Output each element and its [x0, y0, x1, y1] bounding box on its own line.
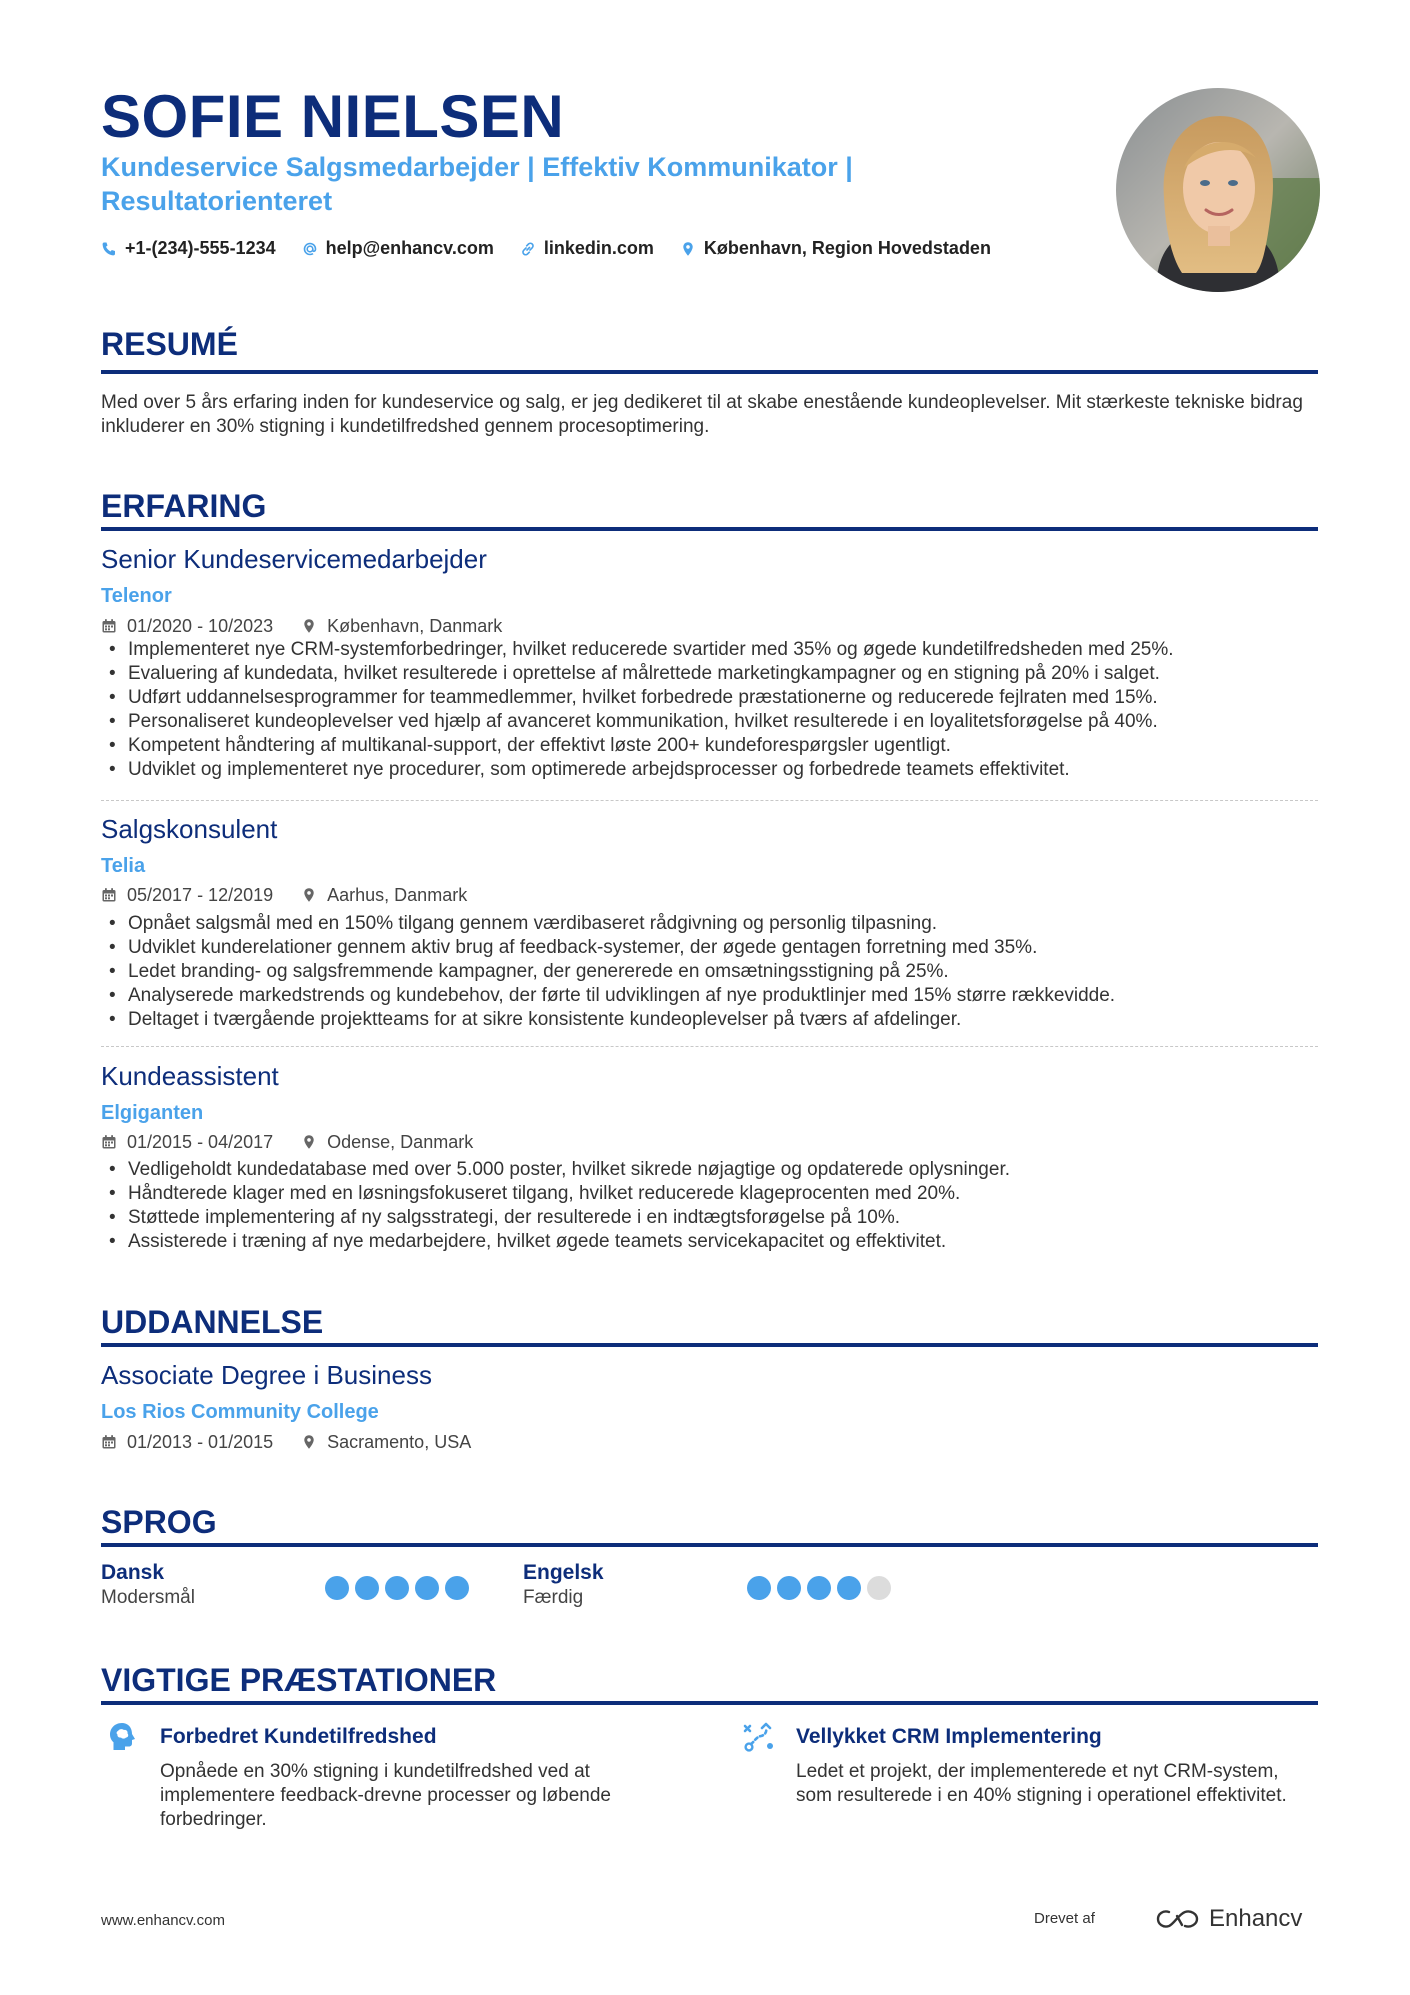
achievement-text: Opnåede en 30% stigning i kundetilfredshed ved at implementere feedback-drevne processer og løbende forbedringer. — [160, 1761, 611, 1830]
job-divider — [101, 800, 1318, 801]
job-bullets — [101, 1158, 1318, 1254]
list-item: • Støttede implementering af ny salgsstrategi, der resulterede i en indtægtsforøgelse på 10%. — [101, 1206, 1318, 1230]
contact-phone[interactable] — [101, 238, 276, 259]
education-meta — [101, 1430, 499, 1454]
list-item: • Udviklet og implementeret nye procedurer, som optimerede arbejdsprocesser og forbedrede teamets effektivitet. — [101, 758, 1318, 782]
enhancv-logo-text: Enhancv — [1209, 1905, 1303, 1932]
enhancv-logo-icon — [1155, 1907, 1201, 1931]
job-location: Aarhus, Danmark — [327, 885, 468, 905]
list-item: • Deltaget i tværgående projektteams for at sikre konsistente kundeoplevelser på tværs af afdelinger. — [101, 1008, 1318, 1032]
profile-photo — [1116, 88, 1320, 292]
footer-website-link[interactable]: www.enhancv.com — [101, 1912, 225, 1929]
achievements-heading: VIGTIGE PRÆSTATIONER — [101, 1662, 497, 1698]
education-dates: 01/2013 - 01/2015 — [127, 1432, 274, 1452]
job-location: København, Danmark — [327, 616, 503, 636]
job-bullets — [101, 638, 1318, 782]
rating-dot — [777, 1576, 801, 1600]
language-level: Færdig — [523, 1587, 584, 1608]
list-item: • Evaluering af kundedata, hvilket resulterede i oprettelse af målrettede marketingkampagner og en stigning på 20% i salget. — [101, 662, 1318, 686]
job-dates: 01/2015 - 04/2017 — [127, 1132, 274, 1152]
resume-page — [101, 0, 1318, 1995]
rating-dot — [385, 1576, 409, 1600]
contact-linkedin[interactable] — [520, 238, 654, 259]
job-company: Telia — [101, 855, 146, 877]
location-pin-icon — [680, 241, 696, 257]
language-name: Engelsk — [523, 1561, 604, 1584]
calendar-icon — [101, 1434, 117, 1450]
location-pin-icon — [301, 618, 317, 634]
rating-dot — [445, 1576, 469, 1600]
list-item: • Opnået salgsmål med en 150% tilgang gennem værdibaseret rådgivning og personlig tilpasning. — [101, 912, 1318, 936]
job-meta — [101, 614, 530, 638]
list-item: • Håndterede klager med en løsningsfokuseret tilgang, hvilket reducerede klageprocenten med 20%. — [101, 1182, 1318, 1206]
job-title: Senior Kundeservicemedarbejder — [101, 544, 487, 574]
phone-text: +1-(234)-555-1234 — [125, 238, 276, 258]
link-icon — [520, 241, 536, 257]
calendar-icon — [101, 887, 117, 903]
location-text: København, Region Hovedstaden — [703, 238, 991, 258]
location-pin-icon — [301, 1434, 317, 1450]
linkedin-text: linkedin.com — [543, 238, 654, 258]
contact-location — [680, 238, 991, 259]
language-rating — [747, 1576, 891, 1600]
location-pin-icon — [301, 887, 317, 903]
phone-icon — [101, 241, 117, 257]
rating-dot — [807, 1576, 831, 1600]
school-name: Los Rios Community College — [101, 1401, 379, 1423]
job-company: Telenor — [101, 585, 172, 607]
list-item: • Udviklet kunderelationer gennem aktiv brug af feedback-systemer, der øgede gentagen forretning med 35%. — [101, 936, 1318, 960]
enhancv-logo[interactable] — [1155, 1905, 1302, 1933]
job-dates: 01/2020 - 10/2023 — [127, 616, 274, 636]
candidate-name: SOFIE NIELSEN — [101, 83, 565, 150]
job-title: Kundeassistent — [101, 1061, 279, 1091]
experience-rule — [101, 527, 1318, 531]
summary-text: Med over 5 års erfaring inden for kundeservice og salg, er jeg dedikeret til at skabe enestående kundeoplevelser. Mit stærkeste tekniske bidrag inkluderer en 30% stigning i kundetilfredshed gennem procesoptimering. — [101, 392, 1303, 437]
job-location: Odense, Danmark — [327, 1132, 474, 1152]
list-item: • Personaliseret kundeoplevelser ved hjælp af avanceret kommunikation, hvilket resulterede i en loyalitetsforøgelse på 40%. — [101, 710, 1318, 734]
rating-dot — [867, 1576, 891, 1600]
languages-heading: SPROG — [101, 1504, 217, 1540]
achievement-title: Forbedret Kundetilfredshed — [160, 1725, 437, 1748]
list-item: • Vedligeholdt kundedatabase med over 5.000 poster, hvilket sikrede nøjagtige og opdaterede oplysninger. — [101, 1158, 1318, 1182]
language-rating — [325, 1576, 469, 1600]
language-name: Dansk — [101, 1561, 165, 1584]
job-meta — [101, 883, 495, 907]
head-icon — [106, 1720, 140, 1754]
footer-powered-by: Drevet af — [1034, 1910, 1095, 1927]
path-icon — [742, 1720, 776, 1754]
contact-bar — [101, 238, 991, 259]
degree-title: Associate Degree i Business — [101, 1360, 432, 1390]
job-bullets — [101, 912, 1318, 1032]
calendar-icon — [101, 618, 117, 634]
list-item: • Udført uddannelsesprogrammer for teammedlemmer, hvilket forbedrede præstationerne og reducerede fejlraten med 15%. — [101, 686, 1318, 710]
education-location: Sacramento, USA — [327, 1432, 472, 1452]
job-divider — [101, 1046, 1318, 1047]
job-company: Elgiganten — [101, 1102, 204, 1124]
experience-heading: ERFARING — [101, 488, 267, 524]
rating-dot — [747, 1576, 771, 1600]
rating-dot — [415, 1576, 439, 1600]
education-rule — [101, 1343, 1318, 1347]
calendar-icon — [101, 1134, 117, 1150]
at-icon — [302, 241, 318, 257]
email-text: help@enhancv.com — [325, 238, 494, 258]
list-item: • Assisterede i træning af nye medarbejdere, hvilket øgede teamets servicekapacitet og effektivitet. — [101, 1230, 1318, 1254]
job-meta — [101, 1130, 501, 1154]
summary-rule — [101, 370, 1318, 374]
job-title: Salgskonsulent — [101, 814, 278, 844]
location-pin-icon — [301, 1134, 317, 1150]
education-heading: UDDANNELSE — [101, 1304, 324, 1340]
list-item: • Analyserede markedstrends og kundebehov, der førte til udviklingen af nye produktlinjer med 15% større rækkevidde. — [101, 984, 1318, 1008]
achievement-title: Vellykket CRM Implementering — [796, 1725, 1102, 1748]
list-item: • Ledet branding- og salgsfremmende kampagner, der genererede en omsætningsstigning på 25%. — [101, 960, 1318, 984]
achievements-rule — [101, 1701, 1318, 1705]
candidate-headline: Kundeservice Salgsmedarbejder | Effektiv Kommunikator | Resultatorienteret — [101, 152, 853, 216]
rating-dot — [355, 1576, 379, 1600]
list-item: • Kompetent håndtering af multikanal-support, der effektivt løste 200+ kundeforespørgsler ugentligt. — [101, 734, 1318, 758]
rating-dot — [325, 1576, 349, 1600]
achievement-text: Ledet et projekt, der implementerede et nyt CRM-system, som resulterede i en 40% stigning i operationel effektivitet. — [796, 1761, 1287, 1806]
rating-dot — [837, 1576, 861, 1600]
job-dates: 05/2017 - 12/2019 — [127, 885, 274, 905]
language-level: Modersmål — [101, 1587, 195, 1608]
languages-rule — [101, 1543, 1318, 1547]
list-item: • Implementeret nye CRM-systemforbedringer, hvilket reducerede svartider med 35% og øgede kundetilfredsheden med 25%. — [101, 638, 1318, 662]
contact-email[interactable] — [302, 238, 494, 259]
summary-heading: RESUMÉ — [101, 326, 238, 362]
